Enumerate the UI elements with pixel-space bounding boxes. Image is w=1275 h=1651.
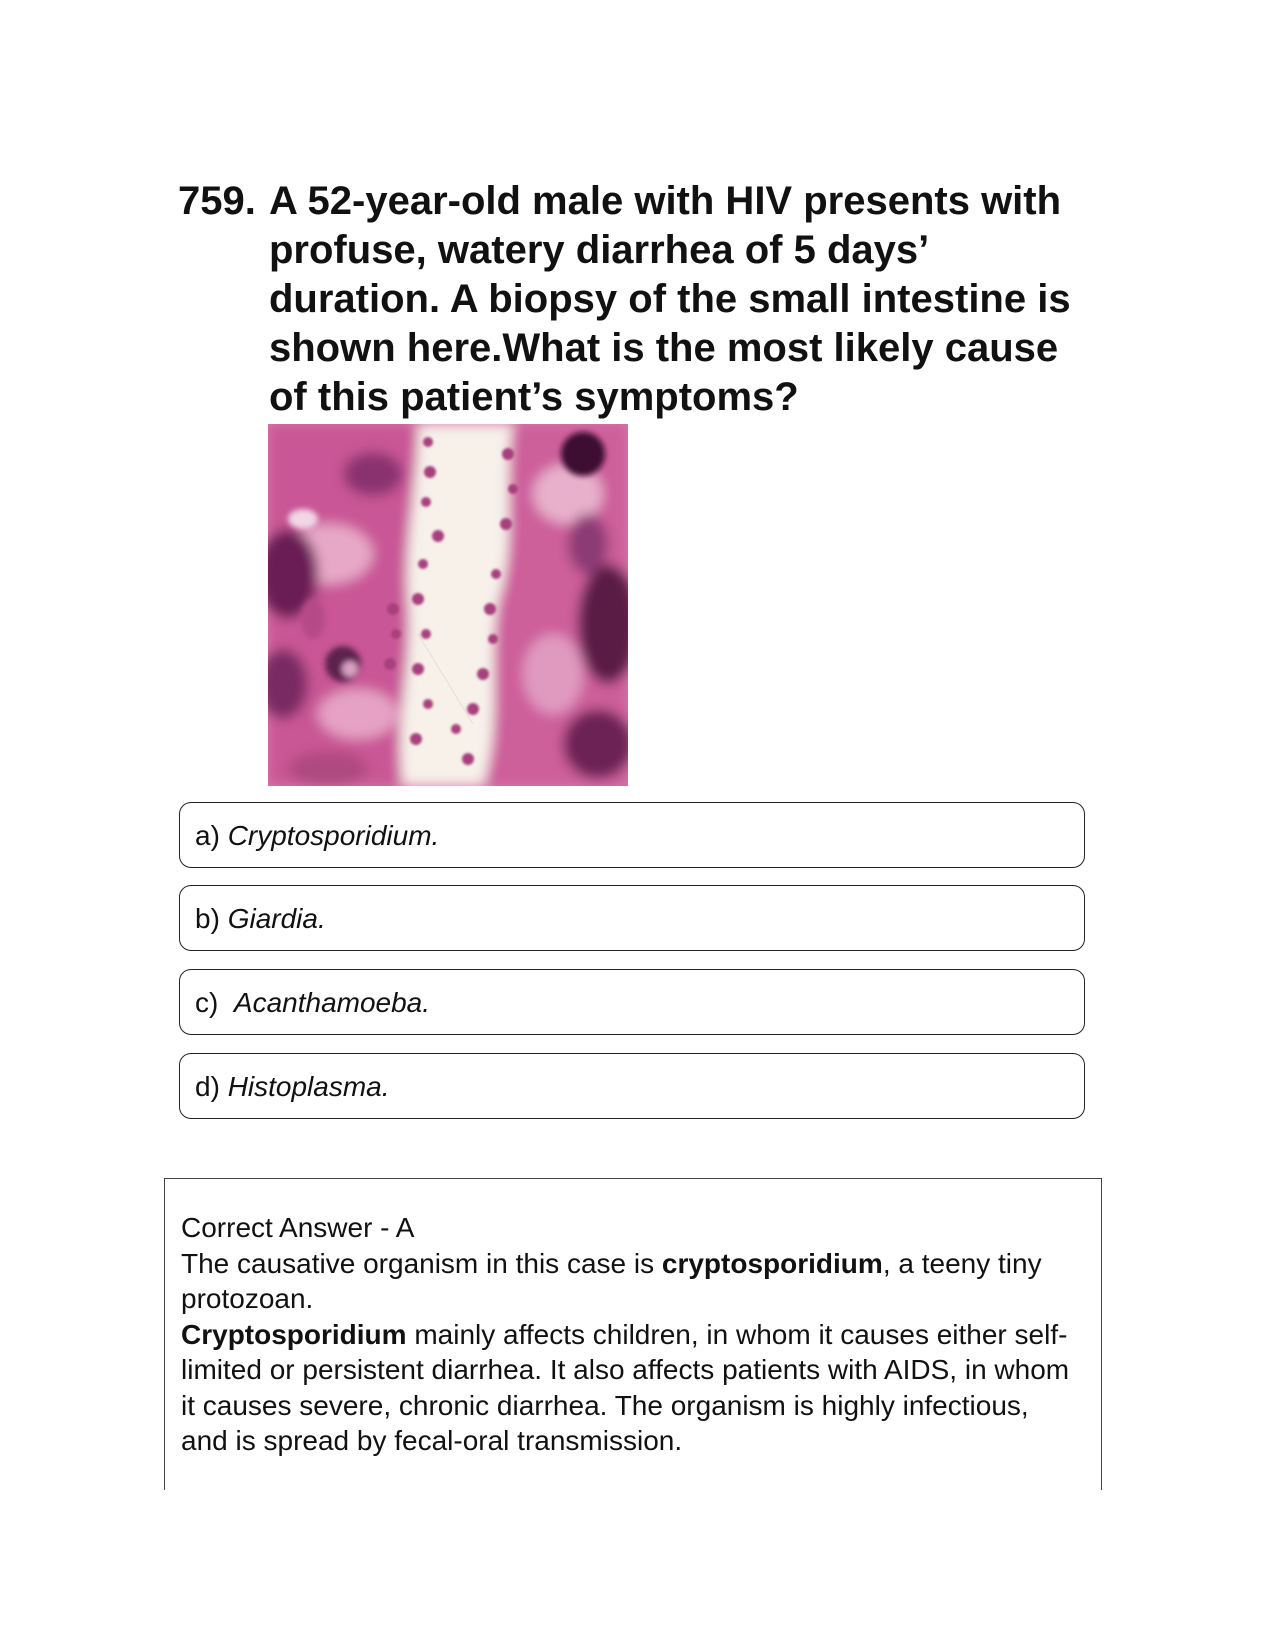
- option-b-text: Giardia.: [227, 903, 326, 934]
- answer-content: [181, 1210, 1081, 1459]
- option-b-letter: b): [195, 903, 228, 934]
- question: [178, 177, 1078, 422]
- explanation-paragraph-2: [181, 1317, 1081, 1459]
- option-c-letter: c): [195, 987, 234, 1018]
- option-d[interactable]: [179, 1053, 1085, 1119]
- option-b[interactable]: [179, 885, 1085, 951]
- explanation-1-term: cryptosporidium: [661, 1247, 883, 1279]
- question-number: 759.: [178, 179, 256, 223]
- option-c-text: Acanthamoeba.: [233, 987, 431, 1018]
- option-d-letter: d): [195, 1071, 228, 1102]
- explanation-2-term: Cryptosporidium: [181, 1318, 407, 1350]
- explanation-1-tail: , a teeny tiny protozoan.: [181, 1247, 1042, 1314]
- explanation-1-lead: The causative organism in this case is: [181, 1247, 662, 1279]
- correct-answer-label: Correct Answer - A: [181, 1212, 415, 1243]
- option-a-text: Cryptosporidium.: [227, 820, 440, 851]
- question-text: A 52-year-old male with HIV presents with profuse, watery diarrhea of 5 days’ duration. A biopsy of the small intestine is shown here.What is the most likely cause of this patient’s symptoms?: [269, 179, 1071, 419]
- answer-explanation-box: [164, 1178, 1102, 1490]
- option-a[interactable]: [179, 802, 1085, 868]
- option-d-text: Histoplasma.: [227, 1071, 390, 1102]
- option-c[interactable]: [179, 969, 1085, 1035]
- explanation-paragraph-1: [181, 1246, 1081, 1317]
- biopsy-micrograph-image: [268, 424, 628, 786]
- option-a-letter: a): [195, 820, 228, 851]
- explanation-2-tail: mainly affects children, in whom it causes either self-limited or persistent diarrhea. It also affects patients with AIDS, in whom it causes severe, chronic diarrhea. The organism is highly infectious, and is spread by fecal-oral transmission.: [181, 1318, 1070, 1456]
